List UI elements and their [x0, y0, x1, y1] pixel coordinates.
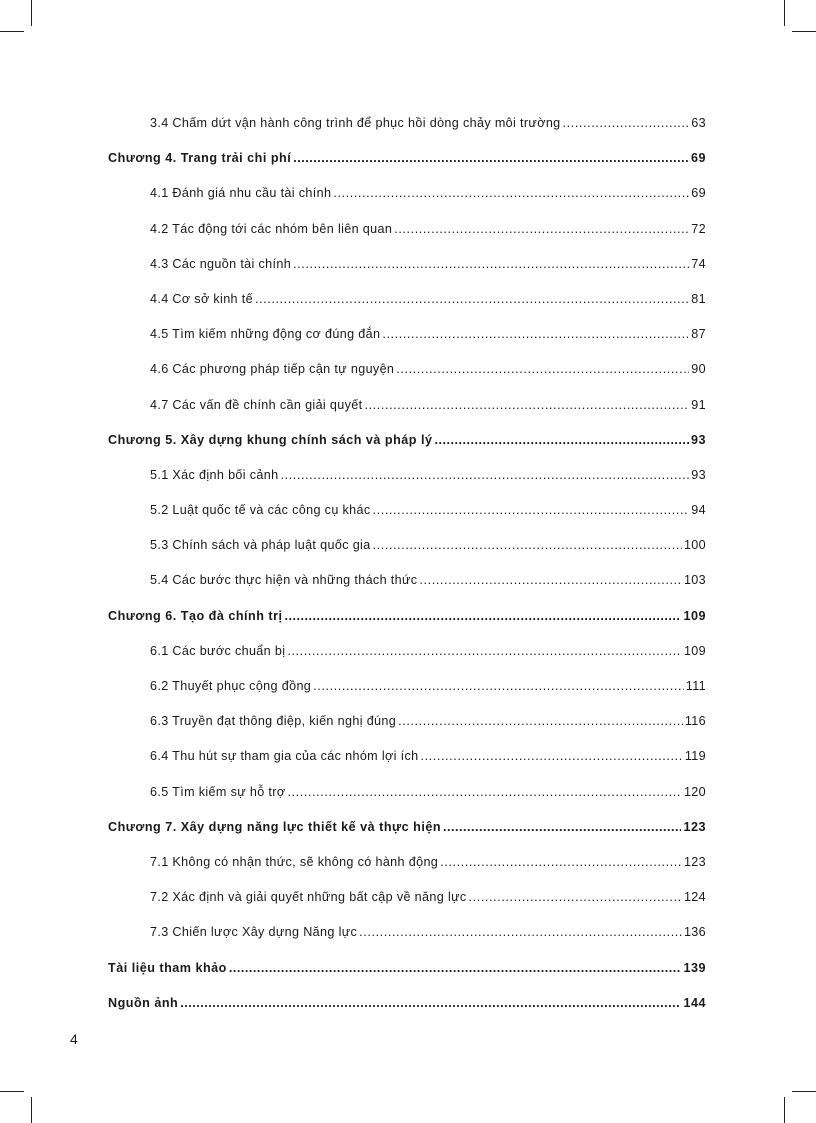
toc-dot-leader	[394, 212, 689, 247]
toc-entry-page-number: 103	[683, 573, 706, 588]
toc-entry-title: 4.7 Các vấn đề chính cần giải quyết	[150, 397, 363, 412]
toc-chapter-entry[interactable]	[108, 810, 706, 845]
toc-entry-page-number: 123	[683, 819, 706, 834]
toc-dot-leader	[398, 704, 683, 739]
toc-section-entry[interactable]	[108, 388, 706, 423]
toc-dot-leader	[469, 880, 682, 915]
toc-entry-title: 5.3 Chính sách và pháp luật quốc gia	[150, 538, 371, 553]
toc-section-entry[interactable]	[108, 493, 706, 528]
toc-dot-leader	[313, 669, 684, 704]
toc-chapter-entry[interactable]	[108, 141, 706, 176]
toc-entry-title: Chương 4. Trang trải chi phí	[108, 151, 292, 166]
toc-entry-title: 6.1 Các bước chuẩn bị	[150, 643, 286, 658]
crop-mark-top-left-vertical	[31, 0, 32, 26]
toc-chapter-entry[interactable]	[108, 986, 706, 1021]
toc-chapter-entry[interactable]	[108, 599, 706, 634]
page-number: 4	[70, 1031, 78, 1047]
toc-entry-title: 7.1 Không có nhận thức, sẽ không có hành động	[150, 854, 439, 869]
toc-entry-title: 6.3 Truyền đạt thông điệp, kiến nghị đúng	[150, 714, 397, 729]
toc-dot-leader	[443, 810, 681, 845]
toc-entry-title: 6.2 Thuyết phục cộng đồng	[150, 679, 312, 693]
toc-dot-leader	[359, 915, 682, 950]
toc-entry-page-number: 109	[683, 643, 706, 658]
toc-entry-title: 4.6 Các phương pháp tiếp cận tự nguyện	[150, 362, 395, 377]
toc-section-entry[interactable]	[108, 458, 706, 493]
toc-dot-leader	[435, 423, 689, 458]
toc-section-entry[interactable]	[108, 634, 706, 669]
toc-entry-page-number: 109	[683, 608, 706, 623]
toc-section-entry[interactable]	[108, 739, 706, 774]
toc-dot-leader	[420, 739, 682, 774]
toc-dot-leader	[364, 388, 689, 423]
toc-dot-leader	[285, 599, 682, 634]
toc-dot-leader	[255, 282, 689, 317]
toc-section-entry[interactable]	[108, 106, 706, 141]
toc-entry-page-number: 90	[691, 362, 706, 377]
toc-dot-leader	[287, 634, 682, 669]
toc-section-entry[interactable]	[108, 775, 706, 810]
toc-dot-leader	[382, 317, 689, 352]
toc-entry-page-number: 69	[691, 186, 706, 201]
toc-entry-page-number: 93	[691, 467, 706, 482]
toc-section-entry[interactable]	[108, 880, 706, 915]
toc-entry-title: Nguồn ảnh	[108, 995, 179, 1010]
toc-dot-leader	[396, 352, 689, 387]
toc-entry-page-number: 72	[691, 221, 706, 236]
toc-entry-title: 5.4 Các bước thực hiện và những thách thức	[150, 573, 418, 588]
toc-entry-title: 4.5 Tìm kiếm những động cơ đúng đắn	[150, 327, 381, 342]
toc-section-entry[interactable]	[108, 247, 706, 282]
toc-entry-page-number: 144	[683, 995, 706, 1010]
toc-entry-page-number: 139	[683, 960, 706, 975]
toc-entry-page-number: 74	[691, 256, 706, 271]
crop-mark-top-right-vertical	[784, 0, 785, 26]
toc-section-entry[interactable]	[108, 317, 706, 352]
toc-entry-page-number: 81	[691, 291, 706, 306]
toc-dot-leader	[563, 106, 690, 141]
toc-entry-title: 6.4 Thu hút sự tham gia của các nhóm lợi ích	[150, 749, 419, 764]
toc-section-entry[interactable]	[108, 669, 706, 704]
toc-dot-leader	[419, 563, 682, 598]
crop-mark-bottom-left-horizontal	[0, 1091, 24, 1092]
toc-entry-page-number: 87	[691, 327, 706, 342]
toc-entry-page-number: 120	[683, 784, 706, 799]
toc-dot-leader	[280, 458, 689, 493]
toc-section-entry[interactable]	[108, 528, 706, 563]
toc-section-entry[interactable]	[108, 563, 706, 598]
toc-entry-page-number: 111	[685, 679, 706, 693]
crop-mark-bottom-right-vertical	[784, 1097, 785, 1123]
toc-entry-page-number: 94	[691, 503, 706, 518]
toc-entry-page-number: 91	[691, 397, 706, 412]
toc-dot-leader	[229, 951, 682, 986]
toc-entry-page-number: 119	[684, 749, 706, 764]
toc-entry-title: Chương 6. Tạo đà chính trị	[108, 608, 283, 623]
crop-mark-bottom-left-vertical	[31, 1097, 32, 1123]
toc-entry-title: 7.2 Xác định và giải quyết những bất cập về năng lực	[150, 890, 467, 905]
toc-dot-leader	[373, 493, 690, 528]
toc-entry-title: 3.4 Chấm dứt vận hành công trình để phục hồi dòng chảy môi trường	[150, 116, 561, 130]
toc-dot-leader	[293, 247, 689, 282]
toc-entry-title: 5.1 Xác định bối cảnh	[150, 467, 279, 482]
toc-entry-title: 4.2 Tác động tới các nhóm bên liên quan	[150, 221, 393, 236]
toc-entry-title: 5.2 Luật quốc tế và các công cụ khác	[150, 503, 371, 518]
toc-entry-title: Chương 5. Xây dựng khung chính sách và pháp lý	[108, 432, 433, 447]
toc-section-entry[interactable]	[108, 915, 706, 950]
toc-dot-leader	[287, 775, 682, 810]
toc-entry-page-number: 69	[690, 151, 706, 166]
toc-entry-title: Tài liệu tham khảo	[108, 960, 227, 975]
toc-dot-leader	[440, 845, 682, 880]
toc-section-entry[interactable]	[108, 845, 706, 880]
crop-mark-bottom-right-horizontal	[792, 1091, 816, 1092]
toc-section-entry[interactable]	[108, 352, 706, 387]
toc-entry-page-number: 136	[683, 925, 706, 940]
toc-entry-page-number: 116	[684, 714, 706, 729]
crop-mark-top-right-horizontal	[792, 31, 816, 32]
toc-dot-leader	[333, 176, 689, 211]
toc-chapter-entry[interactable]	[108, 423, 706, 458]
toc-entry-title: Chương 7. Xây dựng năng lực thiết kế và thực hiện	[108, 819, 442, 834]
toc-dot-leader	[373, 528, 682, 563]
toc-entry-title: 4.3 Các nguồn tài chính	[150, 256, 292, 271]
toc-dot-leader	[293, 141, 689, 176]
toc-entry-page-number: 63	[691, 116, 706, 130]
toc-section-entry[interactable]	[108, 212, 706, 247]
toc-entry-page-number: 93	[690, 432, 706, 447]
toc-entry-title: 4.4 Cơ sở kinh tế	[150, 291, 253, 306]
table-of-contents	[108, 106, 706, 1021]
toc-entry-page-number: 124	[683, 890, 706, 905]
toc-dot-leader	[180, 986, 681, 1021]
toc-section-entry[interactable]	[108, 176, 706, 211]
toc-entry-title: 4.1 Đánh giá nhu cầu tài chính	[150, 186, 332, 201]
toc-chapter-entry[interactable]	[108, 951, 706, 986]
toc-section-entry[interactable]	[108, 704, 706, 739]
toc-entry-title: 6.5 Tìm kiếm sự hỗ trợ	[150, 784, 286, 799]
toc-entry-title: 7.3 Chiến lược Xây dựng Năng lực	[150, 925, 358, 940]
toc-entry-page-number: 100	[683, 538, 706, 553]
toc-entry-page-number: 123	[683, 854, 706, 869]
toc-section-entry[interactable]	[108, 282, 706, 317]
crop-mark-top-left-horizontal	[0, 31, 24, 32]
